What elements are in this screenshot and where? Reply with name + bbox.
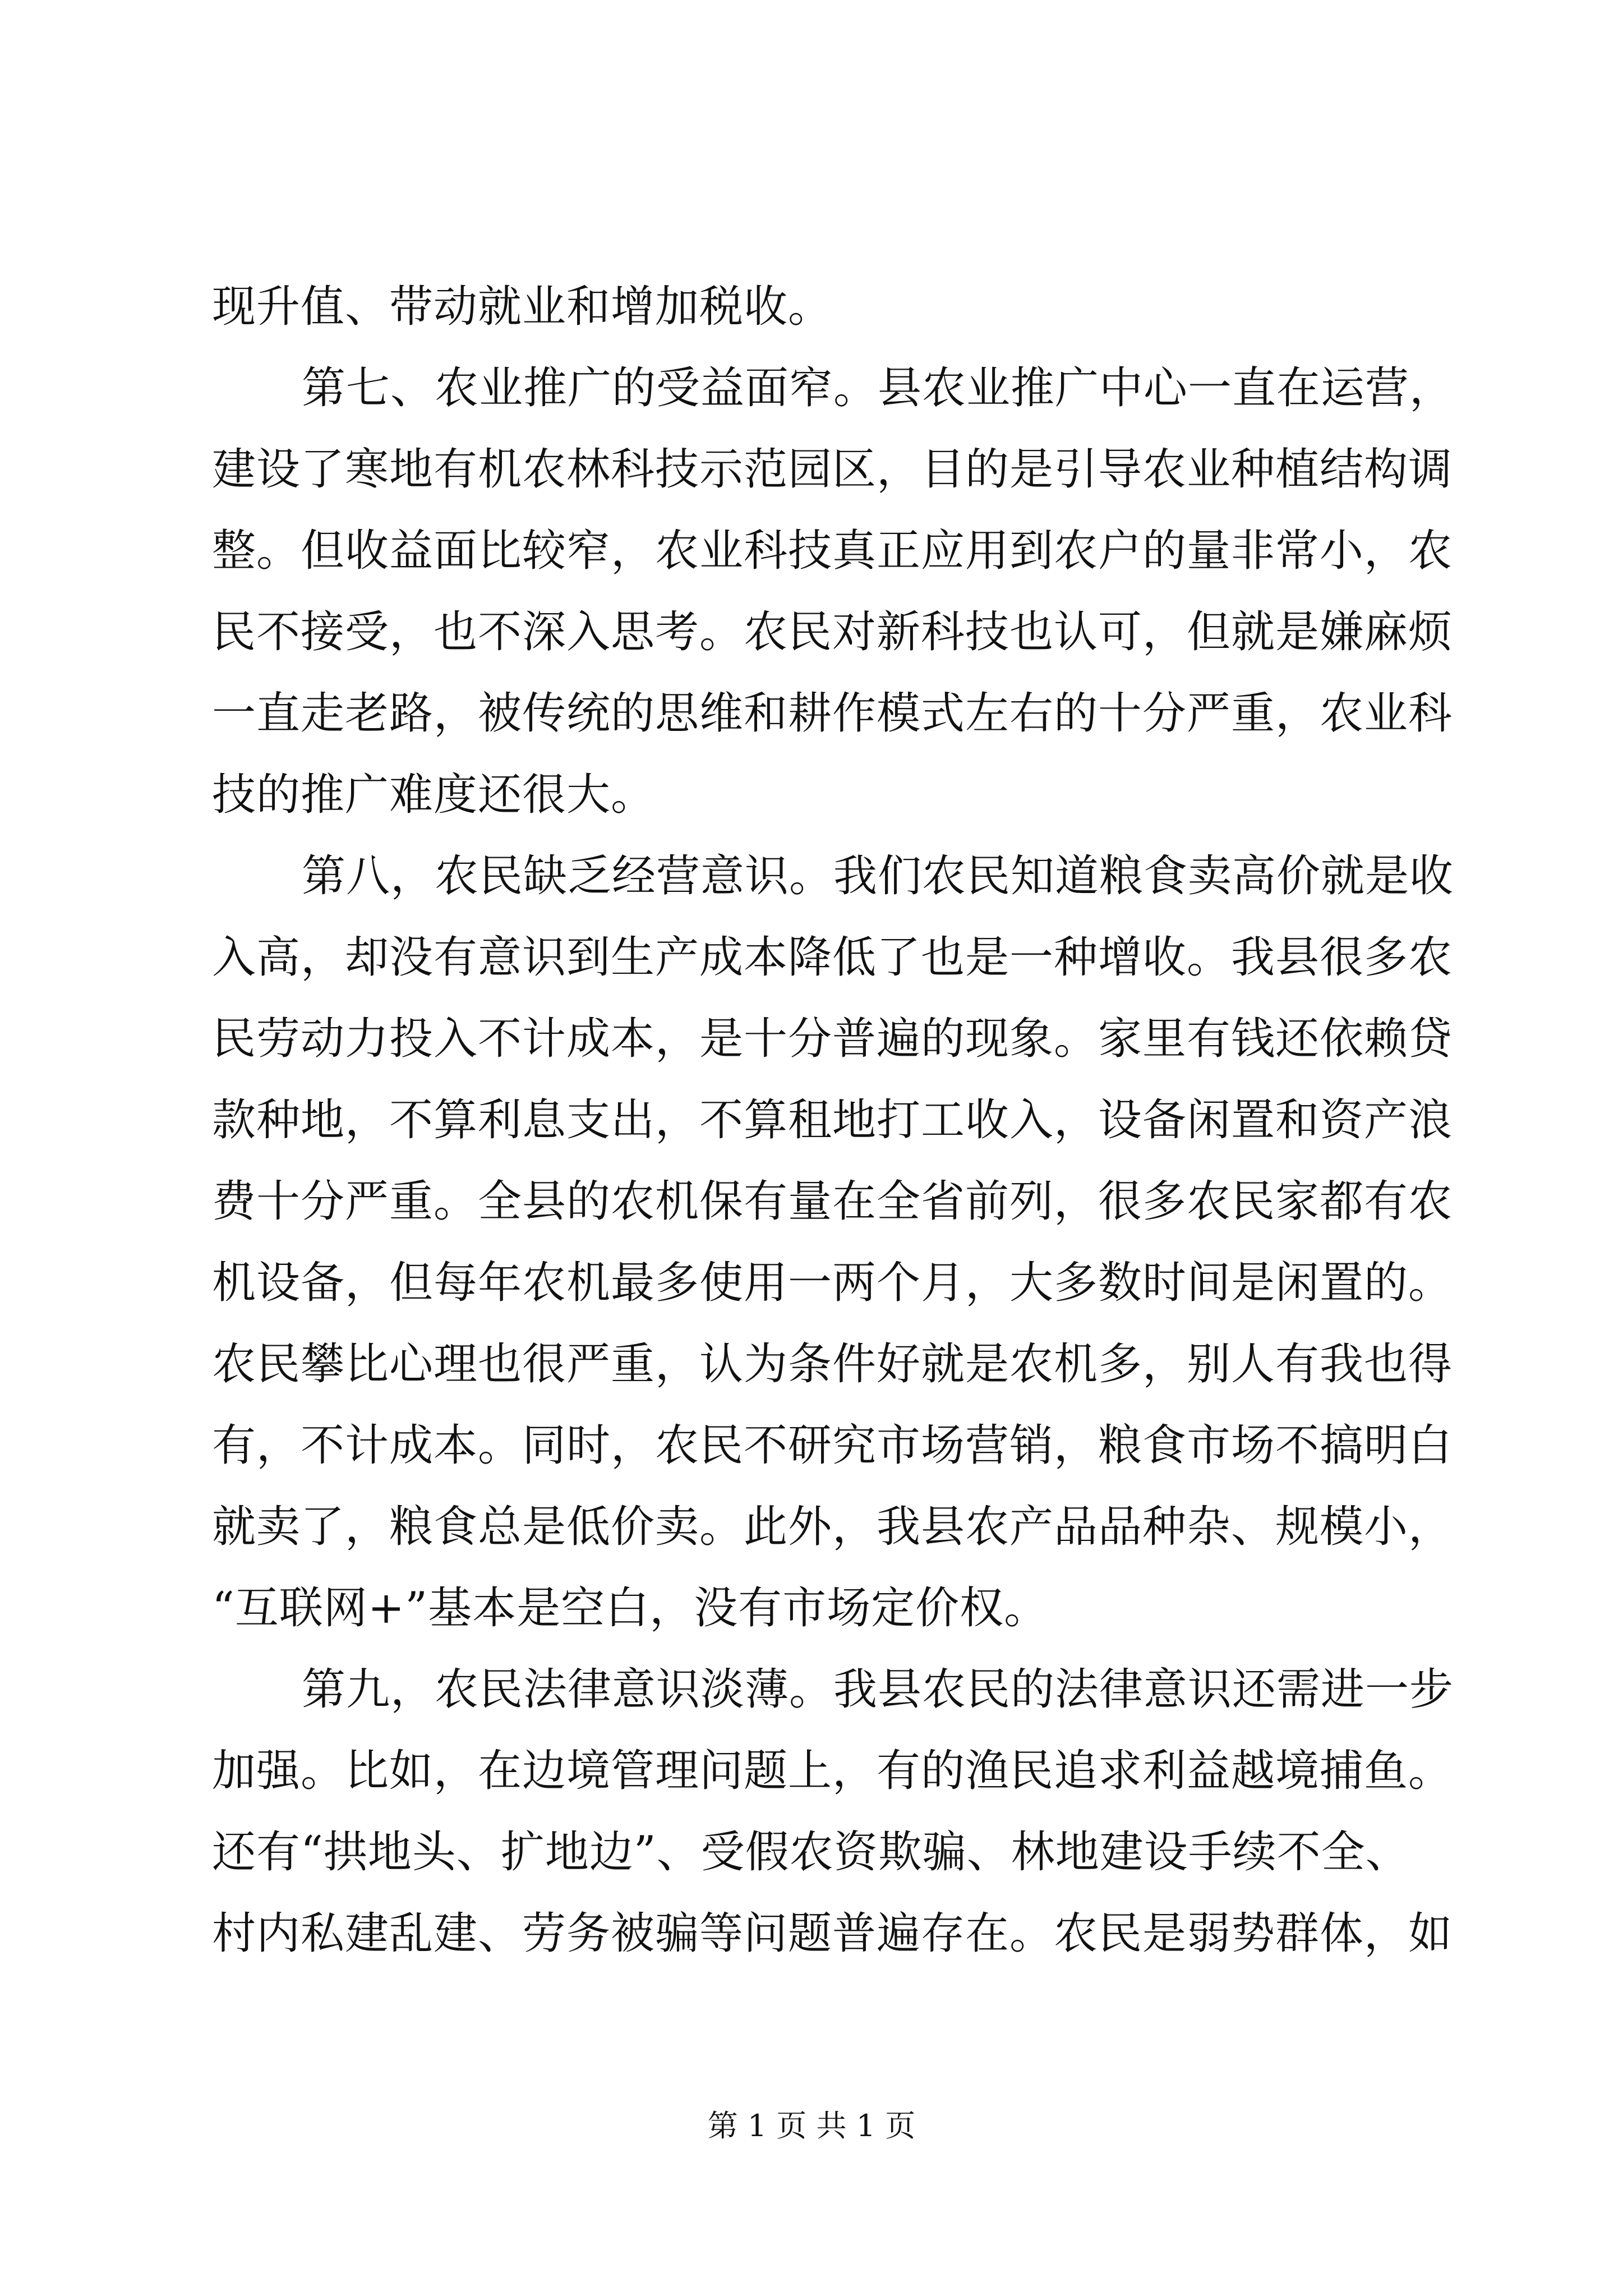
text-line: 入高，却没有意识到生产成本降低了也是一种增收。我县很多农 xyxy=(212,932,1453,983)
text-line: 就卖了，粮食总是低价卖。此外，我县农产品品种杂、规模小， xyxy=(212,1502,1453,1552)
text-line: 还有“拱地头、扩地边”、受假农资欺骗、林地建设手续不全、 xyxy=(212,1827,1410,1878)
text-line: 加强。比如，在边境管理问题上，有的渔民追求利益越境捕鱼。 xyxy=(212,1746,1453,1796)
paragraph-8-start: 第八，农民缺乏经营意识。我们农民知道粮食卖高价就是收 xyxy=(302,851,1454,901)
text-line: 民劳动力投入不计成本，是十分普遍的现象。家里有钱还依赖贷 xyxy=(212,1014,1453,1064)
text-line: 建设了寒地有机农林科技示范园区，目的是引导农业种植结构调 xyxy=(212,444,1453,495)
page-footer xyxy=(0,2106,1623,2146)
text-line: 民不接受，也不深入思考。农民对新科技也认可，但就是嫌麻烦 xyxy=(212,607,1453,657)
paragraph-7-start: 第七、农业推广的受益面窄。县农业推广中心一直在运营， xyxy=(302,363,1454,413)
text-line: 费十分严重。全县的农机保有量在全省前列，很多农民家都有农 xyxy=(212,1176,1453,1227)
text-line: 农民攀比心理也很严重，认为条件好就是农机多，别人有我也得 xyxy=(212,1339,1453,1389)
page-number-label: 第 1 页 共 1 页 xyxy=(707,2108,916,2143)
text-line: 款种地，不算利息支出，不算租地打工收入，设备闲置和资产浪 xyxy=(212,1095,1453,1145)
text-line: 村内私建乱建、劳务被骗等问题普遍存在。农民是弱势群体，如 xyxy=(212,1908,1453,1959)
text-line: “互联网+”基本是空白，没有市场定价权。 xyxy=(212,1583,1049,1634)
text-line: 一直走老路，被传统的思维和耕作模式左右的十分严重，农业科 xyxy=(212,688,1453,739)
paragraph-9-start: 第九，农民法律意识淡薄。我县农民的法律意识还需进一步 xyxy=(302,1664,1454,1715)
text-line: 技的推广难度还很大。 xyxy=(212,770,656,820)
text-line: 有，不计成本。同时，农民不研究市场营销，粮食市场不搞明白 xyxy=(212,1420,1453,1471)
text-line: 整。但收益面比较窄，农业科技真正应用到农户的量非常小，农 xyxy=(212,526,1453,576)
document-body xyxy=(212,266,1454,1975)
text-line: 机设备，但每年农机最多使用一两个月，大多数时间是闲置的。 xyxy=(212,1258,1453,1308)
text-line: 现升值、带动就业和增加税收。 xyxy=(212,282,833,332)
